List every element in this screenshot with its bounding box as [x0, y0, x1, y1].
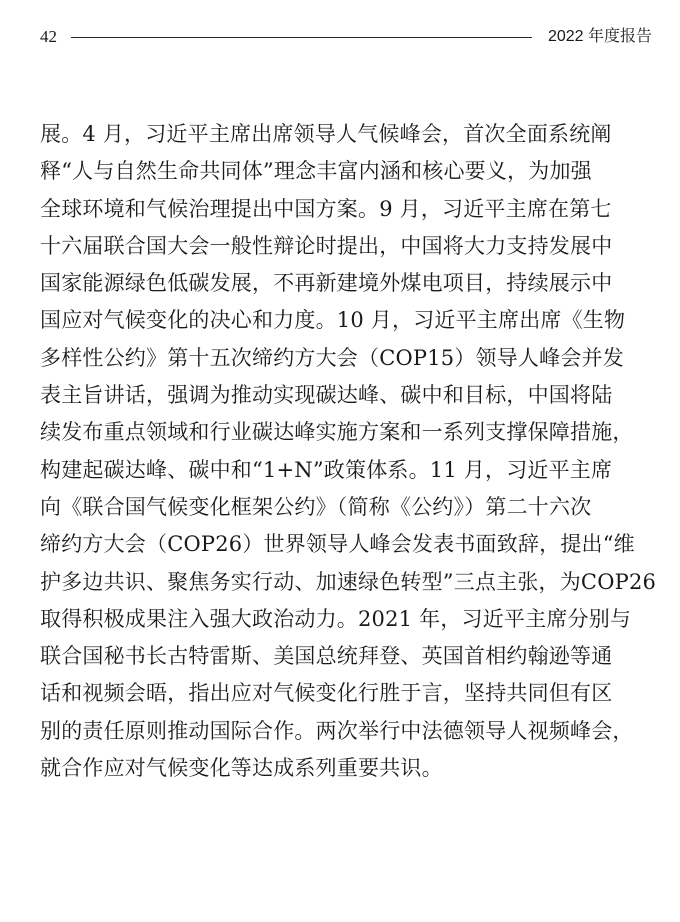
text-line: 缔约方大会（COP26）世界领导人峰会发表书面致辞，提出“维	[40, 532, 635, 557]
text-line: 国应对气候变化的决心和力度。10 月，习近平主席出席《生物	[40, 308, 626, 333]
text-line: 构建起碳达峰、碳中和“1+N”政策体系。11 月，习近平主席	[40, 457, 613, 482]
text-line: 全球环境和气候治理提出中国方案。9 月，习近平主席在第七	[40, 196, 612, 221]
text-line: 别的责任原则推动国际合作。两次举行中法德领导人视频峰会，	[40, 718, 634, 743]
text-line: 就合作应对气候变化等达成系列重要共识。	[40, 756, 443, 781]
body-paragraph	[40, 116, 657, 787]
text-line: 护多边共识、聚焦务实行动、加速绿色转型”三点主张，为COP26	[40, 569, 657, 594]
text-line: 表主旨讲话，强调为推动实现碳达峰、碳中和目标，中国将陆	[40, 383, 613, 408]
text-line: 国家能源绿色低碳发展，不再新建境外煤电项目，持续展示中	[40, 271, 613, 296]
page-number: 42	[40, 27, 57, 46]
text-line: 向《联合国气候变化框架公约》（简称《公约》）第二十六次	[40, 494, 592, 519]
text-line: 十六届联合国大会一般性辩论时提出，中国将大力支持发展中	[40, 233, 613, 258]
text-line: 释“人与自然生命共同体”理念丰富内涵和核心要义，为加强	[40, 159, 592, 184]
text-line: 续发布重点领域和行业碳达峰实施方案和一系列支撑保障措施，	[40, 420, 634, 445]
header-rule	[71, 37, 532, 38]
text-line: 取得积极成果注入强大政治动力。2021 年，习近平主席分别与	[40, 606, 632, 631]
running-header	[40, 26, 652, 48]
text-line: 联合国秘书长古特雷斯、美国总统拜登、英国首相约翰逊等通	[40, 644, 613, 669]
text-line: 展。4 月，习近平主席出席领导人气候峰会，首次全面系统阐	[40, 122, 612, 146]
text-line: 多样性公约》第十五次缔约方大会（COP15）领导人峰会并发	[40, 345, 624, 370]
text-line: 话和视频会晤，指出应对气候变化行胜于言，坚持共同但有区	[40, 681, 613, 706]
report-title: 2022 年度报告	[547, 28, 652, 45]
